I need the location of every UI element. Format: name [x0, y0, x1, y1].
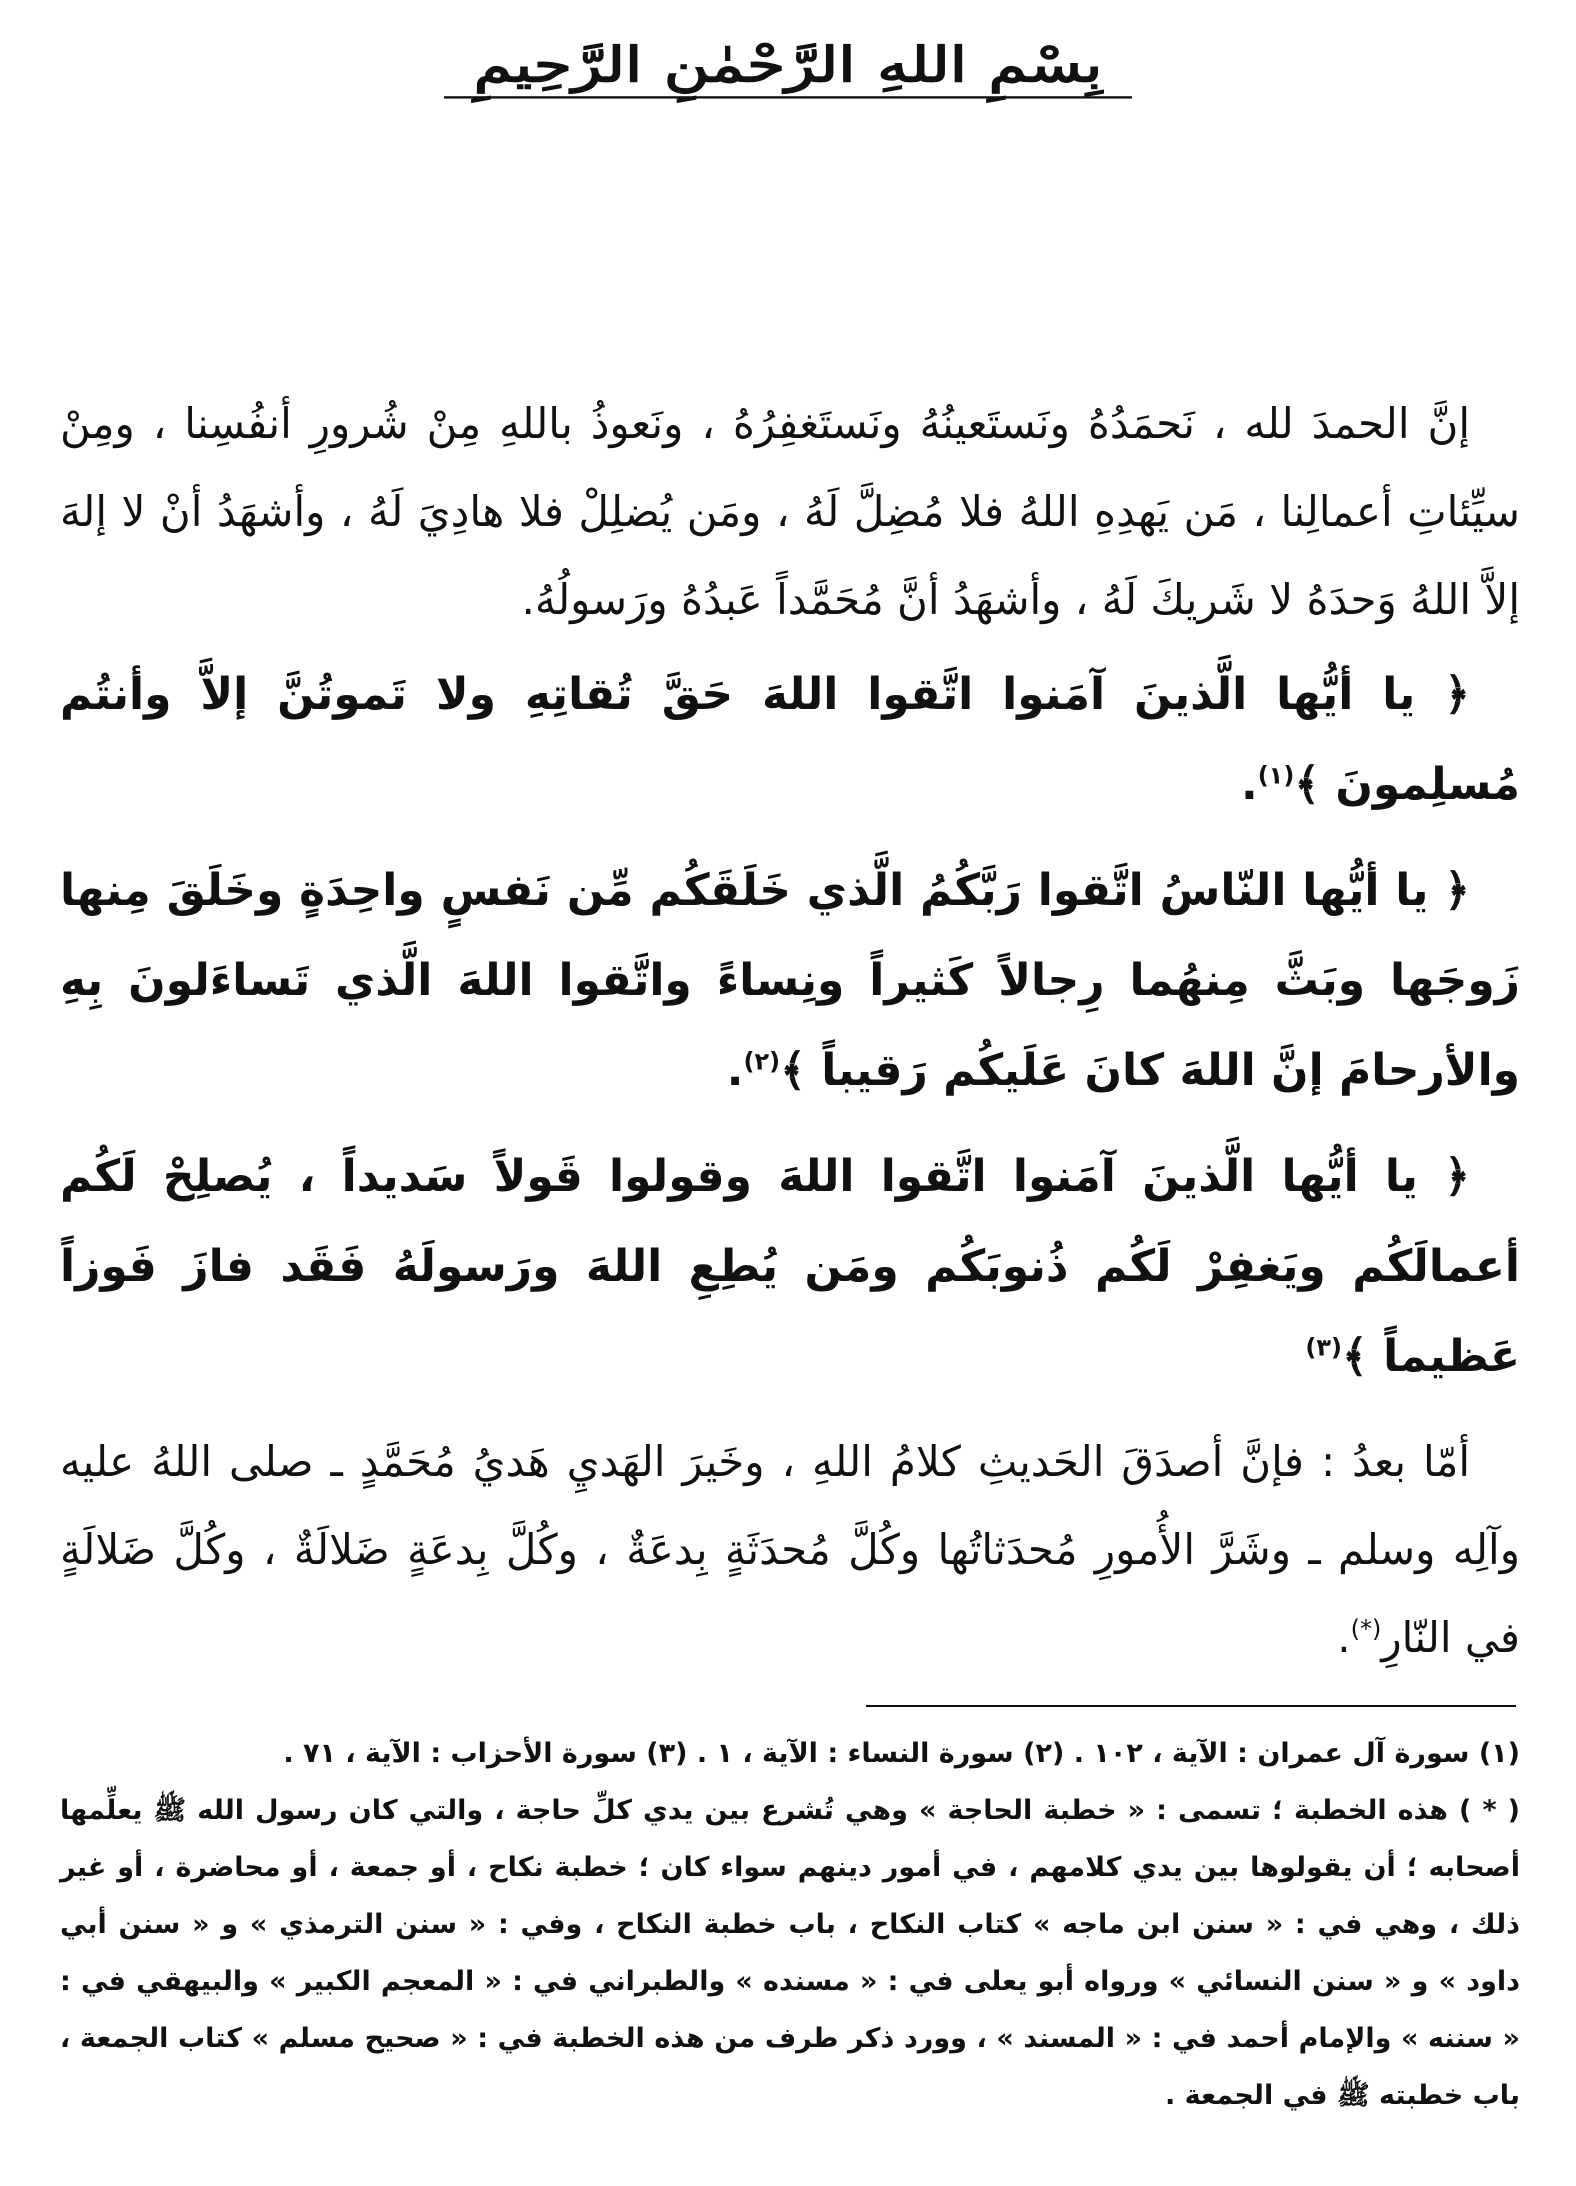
footnote-star: ( * ) هذه الخطبة ؛ تسمى : « خطبة الحاجة » وهي تُشرع بين يدي كلِّ حاجة ، والتي كان رسول الله ﷺ يعلِّمها أصحابه ؛ أن يقولوها بين يدي كلامهم ، في أمور دينهم سواء كان ؛ خطبة نكاح ، أو جمعة ، أو محاضرة ، أو غير ذلك ، وهي في : « سنن ابن ماجه » كتاب النكاح ، باب خطبة النكاح ، وفي : « سنن الترمذي » و « سنن أبي داود » و « سنن النسائي » ورواه أبو يعلى في : « مسنده » والطبراني في : « المعجم الكبير » والبيهقي في : « سننه » والإمام أحمد في : « المسند » ، وورد ذكر طرف من هذه الخطبة في : « صحيح مسلم » كتاب الجمعة ، باب خطبته ﷺ في الجمعة . — [60, 1795, 1520, 2111]
footnote-divider — [866, 1705, 1516, 1707]
verse-3 — [60, 1132, 1520, 1402]
opening-paragraph: إنَّ الحمدَ لله ، نَحمَدُهُ ونَستَعينُهُ ونَستَغفِرُهُ ، ونَعوذُ باللهِ مِنْ شُرورِ أنفُسِنا ، ومِنْ سيِّئاتِ أعمالِنا ، مَن يَهدِهِ اللهُ فلا مُضِلَّ لَهُ ، ومَن يُضلِلْ فلا هادِيَ لَهُ ، وأشهَدُ أنْ لا إلهَ إلاَّ اللهُ وَحدَهُ لا شَريكَ لَهُ ، وأشهَدُ أنَّ مُحَمَّداً عَبدُهُ ورَسولُهُ. — [60, 399, 1520, 624]
verse-2-text: ﴿ يا أيُّها النّاسُ اتَّقوا رَبَّكُمُ الَّذي خَلَقَكُم مِّن نَفسٍ واحِدَةٍ وخَلَقَ مِنها زَوجَها وبَثَّ مِنهُما رِجالاً كَثيراً ونِساءً واتَّقوا اللهَ الَّذي تَساءَلونَ بِهِ والأرحامَ إنَّ اللهَ كانَ عَلَيكُم رَقيباً ﴾ — [60, 865, 1520, 1096]
verse-3-footnote-ref: (٣) — [1305, 1333, 1342, 1362]
verse-2: ﴿ يا أيُّها النّاسُ اتَّقوا رَبَّكُمُ الَّذي خَلَقَكُم مِّن نَفسٍ واحِدَةٍ وخَلَقَ مِنها زَوجَها وبَثَّ مِنهُما رِجالاً كَثيراً ونِساءً واتَّقوا اللهَ الَّذي تَساءَلونَ بِهِ والأرحامَ إنَّ اللهَ كانَ عَلَيكُم رَقيباً ﴾$^{(٢)}$. — [60, 865, 1520, 1096]
closing-text: أمّا بعدُ : فإنَّ أصدَقَ الحَديثِ كلامُ اللهِ ، وخَيرَ الهَديِ هَديُ مُحَمَّدٍ ـ صلى اللهُ عليه وآلِه وسلم ـ وشَرَّ الأُمورِ مُحدَثاتُها وكُلَّ مُحدَثَةٍ بِدعَةٌ ، وكُلَّ بِدعَةٍ ضَلالَةٌ ، وكُلَّ ضَلالَةٍ في النّارِ — [60, 1437, 1520, 1662]
verse-1: ﴿ يا أيُّها الَّذينَ آمَنوا اتَّقوا اللهَ حَقَّ تُقاتِهِ ولا تَموتُنَّ إلاَّ وأنتُم مُسلِمونَ ﴾$^{(١)}$. — [60, 669, 1520, 810]
verse-1-footnote-ref: (١) — [1257, 761, 1295, 790]
footnotes — [60, 1725, 1520, 2124]
basmala-header — [0, 30, 1576, 107]
verse-2-footnote-ref: (٢) — [743, 1047, 781, 1076]
closing-footnote-ref: (*) — [1350, 1615, 1382, 1643]
closing-paragraph: أمّا بعدُ : فإنَّ أصدَقَ الحَديثِ كلامُ اللهِ ، وخَيرَ الهَديِ هَديُ مُحَمَّدٍ ـ صلى اللهُ عليه وآلِه وسلم ـ وشَرَّ الأُمورِ مُحدَثاتُها وكُلَّ مُحدَثَةٍ بِدعَةٌ ، وكُلَّ بِدعَةٍ ضَلالَةٌ ، وكُلَّ ضَلالَةٍ في النّارِ(*). — [60, 1437, 1520, 1662]
main-text — [60, 380, 1520, 1686]
verse-3-text: ﴿ يا أيُّها الَّذينَ آمَنوا اتَّقوا اللهَ وقولوا قَولاً سَديداً ، يُصلِحْ لَكُم أعمالَكُم ويَغفِرْ لَكُم ذُنوبَكُم ومَن يُطِعِ اللهَ ورَسولَهُ فَقَد فازَ فَوزاً عَظيماً ﴾ — [60, 1151, 1520, 1382]
verse-1-text: ﴿ يا أيُّها الَّذينَ آمَنوا اتَّقوا اللهَ حَقَّ تُقاتِهِ ولا تَموتُنَّ إلاَّ وأنتُم مُسلِمونَ ﴾ — [60, 669, 1520, 810]
basmala-calligraphy: بِسْمِ اللهِ الرَّحْمٰنِ الرَّحِيمِ — [444, 38, 1133, 98]
footnote-sources: (١) سورة آل عمران : الآية ، ١٠٢ . (٢) سورة النساء : الآية ، ١ . (٣) سورة الأحزاب : الآية ، ٧١ . — [283, 1738, 1520, 1769]
